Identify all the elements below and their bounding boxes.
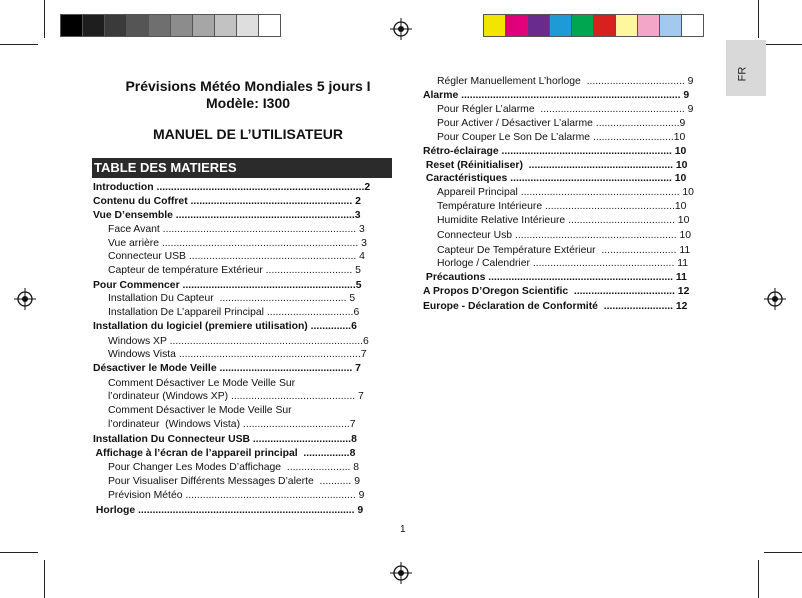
toc-entry: Pour Changer Les Modes D’affichage ...................... 8 — [108, 462, 360, 473]
toc-entry: Installation du logiciel (premiere utilisation) ..............6 — [93, 321, 357, 332]
grayscale-bar — [60, 14, 280, 37]
toc-entry: Europe - Déclaration de Conformité ........................ 12 — [423, 301, 688, 312]
color-swatch — [659, 14, 682, 37]
toc-entry: Introduction ........................................................................2 — [93, 182, 371, 193]
toc-entry: Installation De L’appareil Principal ..............................6 — [108, 307, 360, 318]
toc-entry: Pour Régler L’alarme .................................................. 9 — [437, 104, 694, 115]
toc-entry: Installation Du Connecteur USB ..................................8 — [93, 434, 357, 445]
registration-mark-icon — [390, 562, 412, 584]
crop-mark — [758, 0, 759, 38]
language-tab — [726, 40, 766, 96]
toc-entry: Contenu du Coffret ........................................................ 2 — [93, 196, 361, 207]
toc-entry: Windows Vista ...............................................................7 — [108, 349, 367, 360]
toc-entry: Comment Désactiver Le Mode Veille Sur — [108, 378, 296, 389]
color-swatch — [82, 14, 105, 37]
color-swatch — [505, 14, 528, 37]
toc-entry: Rétro-éclairage ........................................................... 10 — [423, 146, 687, 157]
toc-header: TABLE DES MATIERES — [92, 158, 392, 178]
toc-entry: Capteur de température Extérieur .............................. 5 — [108, 265, 361, 276]
registration-mark-icon — [764, 288, 786, 310]
toc-entry: Connecteur Usb ........................................................ 10 — [437, 230, 692, 241]
color-swatch — [483, 14, 506, 37]
toc-entry: Appareil Principal ....................................................... 10 — [437, 187, 694, 198]
toc-entry: Windows XP ...................................................................6 — [108, 336, 369, 347]
toc-entry: l’ordinateur (Windows XP) ........................................... 7 — [108, 391, 364, 402]
color-swatch — [236, 14, 259, 37]
crop-mark — [44, 0, 45, 38]
toc-entry: Pour Couper Le Son De L’alarme ............................10 — [437, 132, 686, 143]
color-swatch — [571, 14, 594, 37]
toc-entry: Installation Du Capteur ............................................ 5 — [108, 293, 356, 304]
toc-entry: Régler Manuellement L’horloge .................................. 9 — [437, 76, 694, 87]
product-title: Prévisions Météo Mondiales 5 jours I — [125, 78, 371, 94]
crop-mark — [0, 44, 38, 45]
color-swatch — [637, 14, 660, 37]
toc-entry: Prévision Météo ........................................................... 9 — [108, 490, 365, 501]
toc-entry: l’ordinateur (Windows Vista) .....................................7 — [108, 419, 356, 430]
color-swatch — [192, 14, 215, 37]
registration-mark-icon — [14, 288, 36, 310]
color-swatch — [214, 14, 237, 37]
toc-entry: A Propos D’Oregon Scientific ................................... 12 — [423, 286, 690, 297]
toc-entry: Vue D’ensemble ..............................................................3 — [93, 210, 361, 221]
color-swatch — [104, 14, 127, 37]
toc-entry: Reset (Réinitialiser) .................................................. 10 — [423, 160, 688, 171]
color-swatch — [593, 14, 616, 37]
model-title: Modèle: I300 — [205, 95, 291, 111]
manual-title: MANUEL DE L’UTILISATEUR — [152, 126, 344, 142]
toc-entry: Capteur De Température Extérieur .......................... 11 — [437, 245, 691, 256]
toc-entry: Comment Désactiver le Mode Veille Sur — [108, 405, 292, 416]
page-number: 1 — [400, 524, 406, 535]
registration-mark-icon — [390, 18, 412, 40]
document-title — [90, 78, 406, 112]
color-swatch — [615, 14, 638, 37]
toc-entry: Désactiver le Mode Veille .............................................. 7 — [93, 363, 361, 374]
toc-entry: Horloge ........................................................................... 9 — [93, 505, 364, 516]
toc-entry: Face Avant ................................................................... 3 — [108, 224, 365, 235]
color-swatch — [148, 14, 171, 37]
toc-entry: Pour Commencer ............................................................5 — [93, 280, 362, 291]
color-bar — [483, 14, 703, 37]
toc-entry: Vue arrière .................................................................... 3 — [108, 238, 367, 249]
language-tab-label: FR — [736, 66, 749, 82]
color-swatch — [126, 14, 149, 37]
color-swatch — [527, 14, 550, 37]
toc-entry: Précautions ................................................................ 11 — [423, 272, 687, 283]
color-swatch — [549, 14, 572, 37]
toc-entry: Affichage à l’écran de l’appareil principal ................8 — [93, 448, 356, 459]
crop-mark — [764, 552, 802, 553]
color-swatch — [258, 14, 281, 37]
crop-mark — [764, 44, 802, 45]
toc-entry: Alarme ............................................................................ 9 — [423, 90, 690, 101]
toc-entry: Température Intérieure .............................................10 — [437, 201, 687, 212]
color-swatch — [681, 14, 704, 37]
toc-entry: Pour Activer / Désactiver L’alarme .............................9 — [437, 118, 686, 129]
crop-mark — [758, 560, 759, 598]
crop-mark — [0, 552, 38, 553]
crop-mark — [44, 560, 45, 598]
toc-entry: Humidite Relative Intérieure ..................................... 10 — [437, 215, 690, 226]
color-swatch — [170, 14, 193, 37]
color-swatch — [60, 14, 83, 37]
toc-entry: Horloge / Calendrier ................................................. 11 — [437, 258, 688, 269]
toc-entry: Caractéristiques ........................................................ 10 — [423, 173, 687, 184]
toc-entry: Connecteur USB .......................................................... 4 — [108, 251, 365, 262]
toc-entry: Pour Visualiser Différents Messages D’alerte ........... 9 — [108, 476, 360, 487]
